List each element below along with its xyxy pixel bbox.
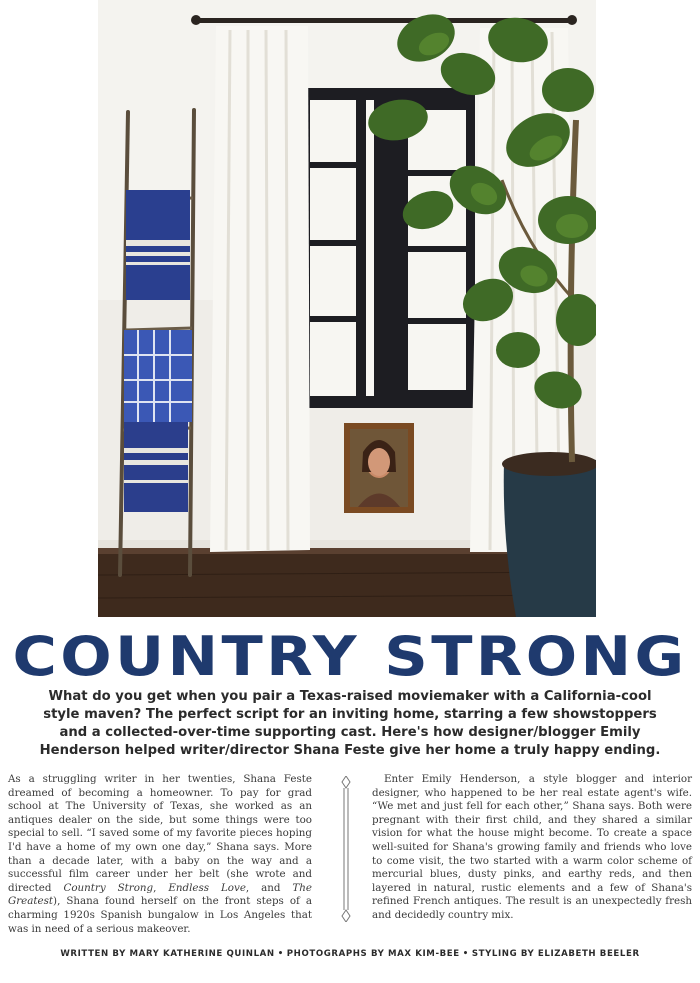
text-separator: , and	[245, 881, 293, 894]
article-column-right	[372, 773, 692, 923]
film-title: Endless Love	[168, 881, 246, 894]
stylist-credit: STYLING BY ELIZABETH BEELER	[471, 949, 640, 959]
hero-photo	[98, 0, 596, 617]
article-dek: What do you get when you pair a Texas-raised moviemaker with a California-cool style maven? The perfect script for an inviting home, starring a few showstoppers and a collected-over-time supporting cast. Here's how designer/blogger Emily Henderson helped writer/director Shana Feste give her home a truly happy ending.	[39, 689, 661, 758]
film-title: Country Strong	[63, 881, 154, 894]
left-column-paragraph	[8, 773, 312, 936]
credit-separator: •	[462, 949, 469, 959]
left-text-part1: As a struggling writer in her twenties, Shana Feste dreamed of becoming a homeowner. To pay for grad school at The University of Texas, she worked as an antiques dealer on the side, but some things were too special to sell. “I saved some of my favorite pieces hoping I'd have a home of my own one day,” Shana says. More than a decade later, with a baby on the way and a successful film career under her belt (she wrote and directed	[8, 773, 312, 894]
writer-credit: WRITTEN BY MARY KATHERINE QUINLAN	[60, 949, 275, 959]
credit-separator: •	[277, 949, 284, 959]
article-column-left	[8, 773, 312, 936]
article-title: COUNTRY STRONG	[12, 625, 688, 688]
film-title: The Greatest	[8, 881, 313, 908]
credits-line	[0, 949, 700, 959]
photographer-credit: PHOTOGRAPHS BY MAX KIM-BEE	[286, 949, 460, 959]
column-divider-ornament	[339, 776, 353, 922]
text-separator: ,	[153, 881, 169, 894]
right-column-paragraph: Enter Emily Henderson, a style blogger and interior designer, who happened to be her real estate agent's wife. “We met and just fell for each other,” Shana says. Both were pregnant with their first child, and they shared a similar vision for what the house might become. To create a space well-suited for Shana's growing family and friends who love to come visit, the two started with a warm color scheme of mercurial blues, dusty pinks, and earthy reds, and then layered in natural, rustic elements and a few of Shana's refined French antiques. The result is an unexpectedly fresh and decidedly country mix.	[372, 773, 692, 921]
left-text-part2: ), Shana found herself on the front steps of a charming 1920s Spanish bungalow in Los Angeles that was in need of a serious makeover.	[8, 895, 312, 935]
